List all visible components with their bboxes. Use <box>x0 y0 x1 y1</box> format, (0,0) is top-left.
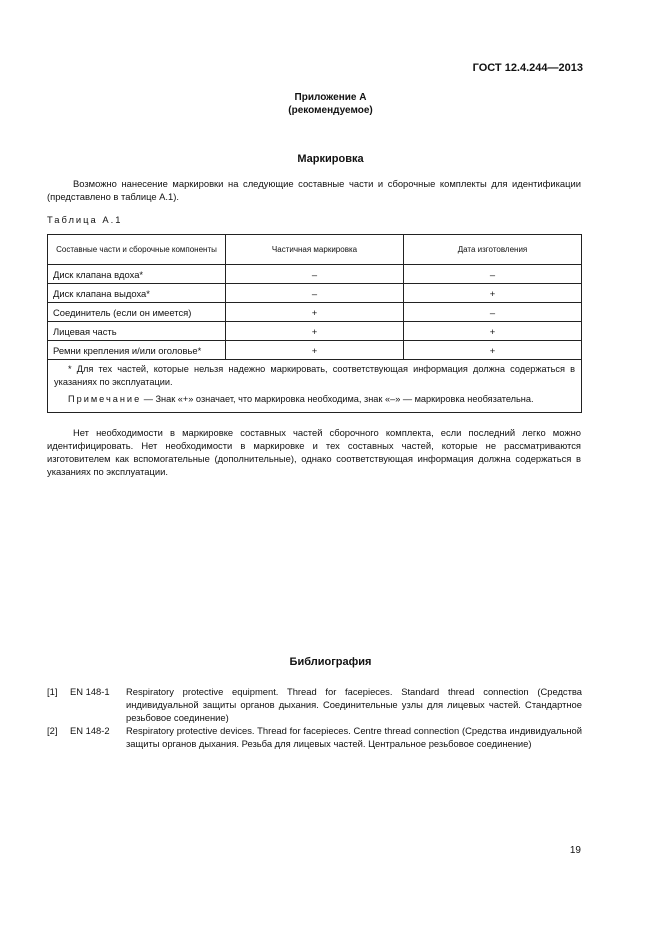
second-paragraph: Нет необходимости в маркировке составных частей сборочного комплекта, если последний легко можно идентифицировать. Нет необходимости в маркировке и тех составных частей, которые не рассматриваются изготовителем как вспомогательные (дополнительные), однако соответствующая информация должна содержаться в указаниях по эксплуатации. <box>47 427 581 477</box>
table-row <box>48 341 582 360</box>
table-label: Таблица А.1 <box>47 214 123 225</box>
bibliography-item <box>47 685 582 724</box>
document-standard-number: ГОСТ 12.4.244—2013 <box>472 62 583 74</box>
row-part: Ремни крепления и/или оголовье* <box>48 341 226 360</box>
bibliography-title: Библиография <box>289 656 372 668</box>
bibliography-text: Respiratory protective devices. Thread for facepieces. Centre thread connection (Средства индивидуальной защиты органов дыхания. Резьба для лицевых частей. Центральное резьбовое соединение) <box>126 725 582 749</box>
row-partial: + <box>226 322 404 341</box>
table-row <box>48 303 582 322</box>
table-footer-row <box>48 360 582 413</box>
row-partial: + <box>226 303 404 322</box>
bibliography-number: [2] <box>47 725 58 736</box>
annex-subtitle: (рекомендуемое) <box>288 105 373 116</box>
bibliography-item <box>47 724 582 750</box>
table-row <box>48 284 582 303</box>
row-date: + <box>404 284 582 303</box>
row-partial: – <box>226 265 404 284</box>
header-manufacture-date: Дата изготовления <box>404 235 582 265</box>
table-footnote: * Для тех частей, которые нельзя надежно маркировать, соответствующая информация должна содержаться в указаниях по эксплуатации. <box>54 364 575 387</box>
row-date: + <box>404 341 582 360</box>
bibliography-code: EN 148-2 <box>70 725 110 736</box>
annex-title: Приложение А <box>294 92 367 103</box>
table-row <box>48 322 582 341</box>
table-footer <box>48 360 582 413</box>
row-part: Диск клапана выдоха* <box>48 284 226 303</box>
row-part: Соединитель (если он имеется) <box>48 303 226 322</box>
header-parts: Составные части и сборочные компоненты <box>48 235 226 265</box>
table-note <box>54 393 575 406</box>
row-date: – <box>404 303 582 322</box>
header-partial-marking: Частичная маркировка <box>226 235 404 265</box>
row-partial: + <box>226 341 404 360</box>
row-date: – <box>404 265 582 284</box>
row-part: Лицевая часть <box>48 322 226 341</box>
row-part: Диск клапана вдоха* <box>48 265 226 284</box>
bibliography-code: EN 148-1 <box>70 686 110 697</box>
bibliography-text: Respiratory protective equipment. Thread for facepieces. Standard thread connection (Средства индивидуальной защиты органов дыхания. Соединительные узлы для лицевых частей. Стандартное резьбовое соединение) <box>126 686 582 723</box>
intro-paragraph: Возможно нанесение маркировки на следующие составные части и сборочные комплекты для идентификации (представлено в таблице А.1). <box>47 178 581 202</box>
row-partial: – <box>226 284 404 303</box>
note-label: Примечание <box>68 394 142 404</box>
section-title: Маркировка <box>297 153 364 165</box>
page-number: 19 <box>569 845 581 856</box>
row-date: + <box>404 322 582 341</box>
bibliography-number: [1] <box>47 686 58 697</box>
note-text: — Знак «+» означает, что маркировка необходима, знак «–» — маркировка необязательна. <box>143 394 534 404</box>
table-row <box>48 265 582 284</box>
marking-table <box>47 234 582 413</box>
table-header-row <box>48 235 582 265</box>
